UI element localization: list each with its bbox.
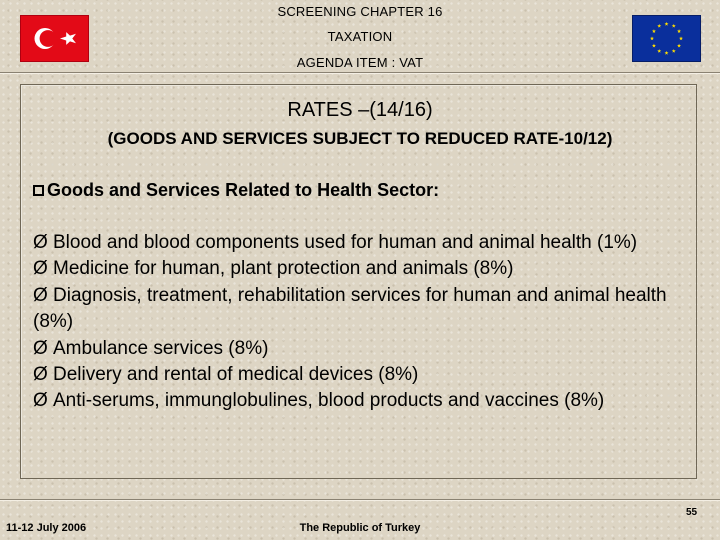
eu-star-icon <box>677 29 681 33</box>
list-item <box>33 388 697 414</box>
eu-flag-icon <box>632 15 701 62</box>
eu-star-icon <box>657 24 661 28</box>
slide-subtitle: (GOODS AND SERVICES SUBJECT TO REDUCED RATE-10/12) <box>107 129 613 148</box>
list-item <box>33 283 697 336</box>
chapter-title: SCREENING CHAPTER 16 <box>277 4 443 19</box>
footer-organization: The Republic of Turkey <box>299 522 421 534</box>
list-item <box>33 256 697 282</box>
topic-title: TAXATION <box>327 29 393 44</box>
eu-star-icon <box>679 36 683 40</box>
turkey-flag-icon <box>20 15 89 62</box>
list-item <box>33 362 697 388</box>
list-item <box>33 336 697 362</box>
eu-star-icon <box>677 44 681 48</box>
eu-star-icon <box>652 44 656 48</box>
arrow-bullet-icon: Ø <box>33 232 48 253</box>
list-item-text: Blood and blood components used for human and animal health (1%) <box>53 232 638 253</box>
arrow-bullet-icon: Ø <box>33 364 48 386</box>
list-item-text: Medicine for human, plant protection and animals (8%) <box>53 258 514 280</box>
list-item-text: Ambulance services (8%) <box>53 337 269 359</box>
agenda-title: AGENDA ITEM : VAT <box>296 55 424 70</box>
eu-star-icon <box>672 49 676 53</box>
header-divider <box>0 72 720 74</box>
health-items-list <box>33 230 697 415</box>
eu-star-icon <box>657 49 661 53</box>
slide-title: RATES –(14/16) <box>287 99 433 121</box>
footer-date: 11-12 July 2006 <box>6 522 87 534</box>
eu-star-icon <box>665 22 669 26</box>
eu-star-icon <box>652 29 656 33</box>
list-item <box>33 230 697 256</box>
page-number: 55 <box>686 507 698 518</box>
eu-star-icon <box>650 36 654 40</box>
arrow-bullet-icon: Ø <box>33 337 48 359</box>
eu-star-icon <box>672 24 676 28</box>
arrow-bullet-icon: Ø <box>33 284 48 306</box>
section-heading-text: Goods and Services Related to Health Sector: <box>47 180 440 200</box>
list-item-text: Diagnosis, treatment, rehabilitation services for human and animal health (8%) <box>33 284 667 333</box>
arrow-bullet-icon: Ø <box>33 390 48 412</box>
footer-divider <box>0 499 720 501</box>
arrow-bullet-icon: Ø <box>33 258 48 280</box>
hollow-square-bullet-icon <box>33 185 44 196</box>
section-heading <box>33 180 439 201</box>
eu-star-icon <box>665 51 669 55</box>
list-item-text: Delivery and rental of medical devices (8%) <box>53 364 419 386</box>
list-item-text: Anti-serums, immunglobulines, blood products and vaccines (8%) <box>53 390 605 412</box>
